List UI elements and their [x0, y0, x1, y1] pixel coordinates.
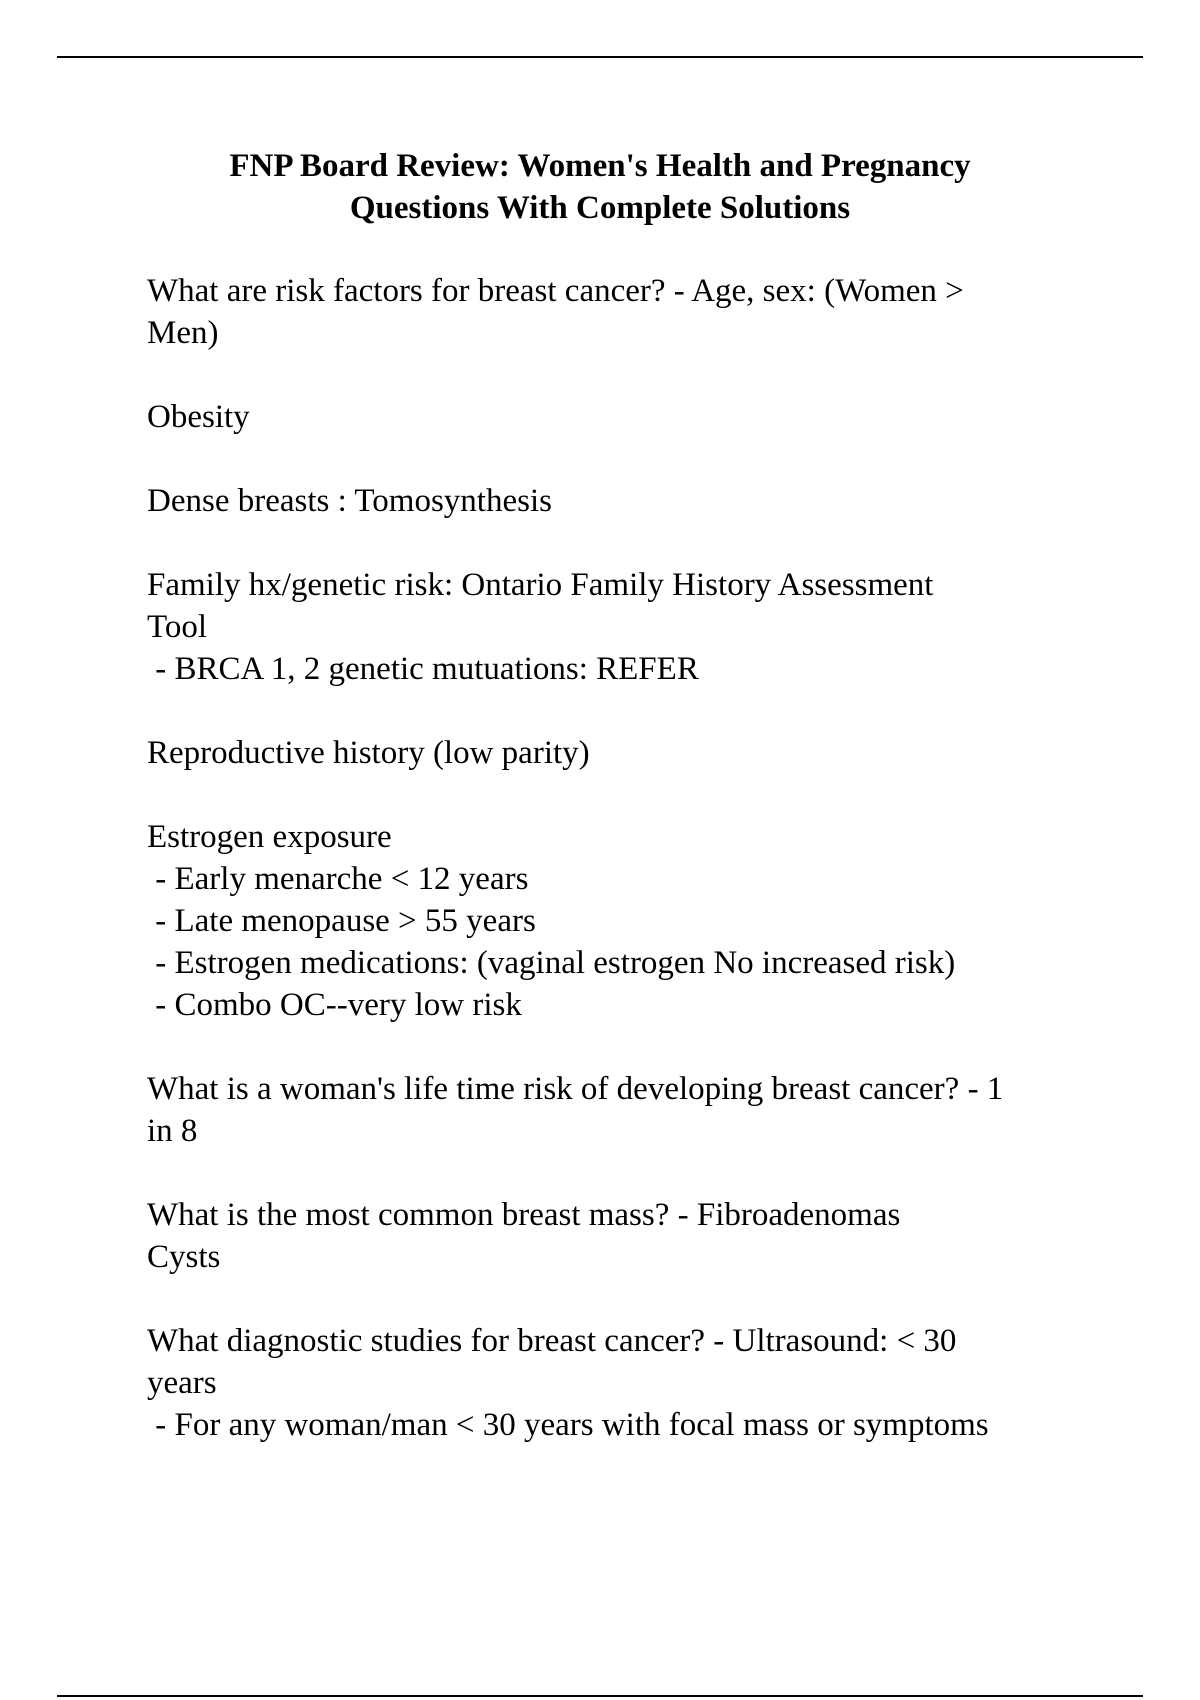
- text-line: What diagnostic studies for breast cancer? - Ultrasound: < 30: [147, 1323, 957, 1359]
- text-line: in 8: [147, 1113, 198, 1149]
- text-line: Men): [147, 315, 219, 351]
- paragraph-estrogen-exposure: [147, 816, 1147, 1026]
- text-line: What is the most common breast mass? - Fibroadenomas: [147, 1197, 901, 1233]
- text-line: What is a woman's life time risk of developing breast cancer? - 1: [147, 1071, 1004, 1107]
- text-line: Obesity: [147, 399, 250, 435]
- text-line: Tool: [147, 609, 208, 645]
- title-line-1: FNP Board Review: Women's Health and Pregnancy: [229, 148, 971, 184]
- text-line: - BRCA 1, 2 genetic mutuations: REFER: [147, 651, 699, 687]
- paragraph-common-mass: [147, 1194, 1147, 1278]
- text-line: Cysts: [147, 1239, 221, 1275]
- paragraph-obesity: [147, 396, 1147, 438]
- text-line: Dense breasts : Tomosynthesis: [147, 483, 552, 519]
- top-rule: [57, 56, 1143, 58]
- paragraph-dense-breasts: [147, 480, 1147, 522]
- paragraph-family-history: [147, 564, 1147, 690]
- text-line: - Late menopause > 55 years: [147, 903, 536, 939]
- text-line: Estrogen exposure: [147, 819, 392, 855]
- document-body: [147, 270, 1147, 1488]
- text-line: - Estrogen medications: (vaginal estrogen No increased risk): [147, 945, 956, 981]
- text-line: years: [147, 1365, 217, 1401]
- bottom-rule: [57, 1695, 1143, 1697]
- paragraph-reproductive-history: [147, 732, 1147, 774]
- paragraph-risk-factors: [147, 270, 1147, 354]
- text-line: Reproductive history (low parity): [147, 735, 590, 771]
- text-line: Family hx/genetic risk: Ontario Family History Assessment: [147, 567, 934, 603]
- text-line: What are risk factors for breast cancer? - Age, sex: (Women >: [147, 273, 964, 309]
- paragraph-diagnostic-studies: [147, 1320, 1147, 1446]
- document-title: [130, 145, 1070, 229]
- text-line: - Combo OC--very low risk: [147, 987, 522, 1023]
- text-line: - For any woman/man < 30 years with focal mass or symptoms: [147, 1407, 989, 1443]
- paragraph-lifetime-risk: [147, 1068, 1147, 1152]
- title-line-2: Questions With Complete Solutions: [349, 190, 851, 226]
- text-line: - Early menarche < 12 years: [147, 861, 529, 897]
